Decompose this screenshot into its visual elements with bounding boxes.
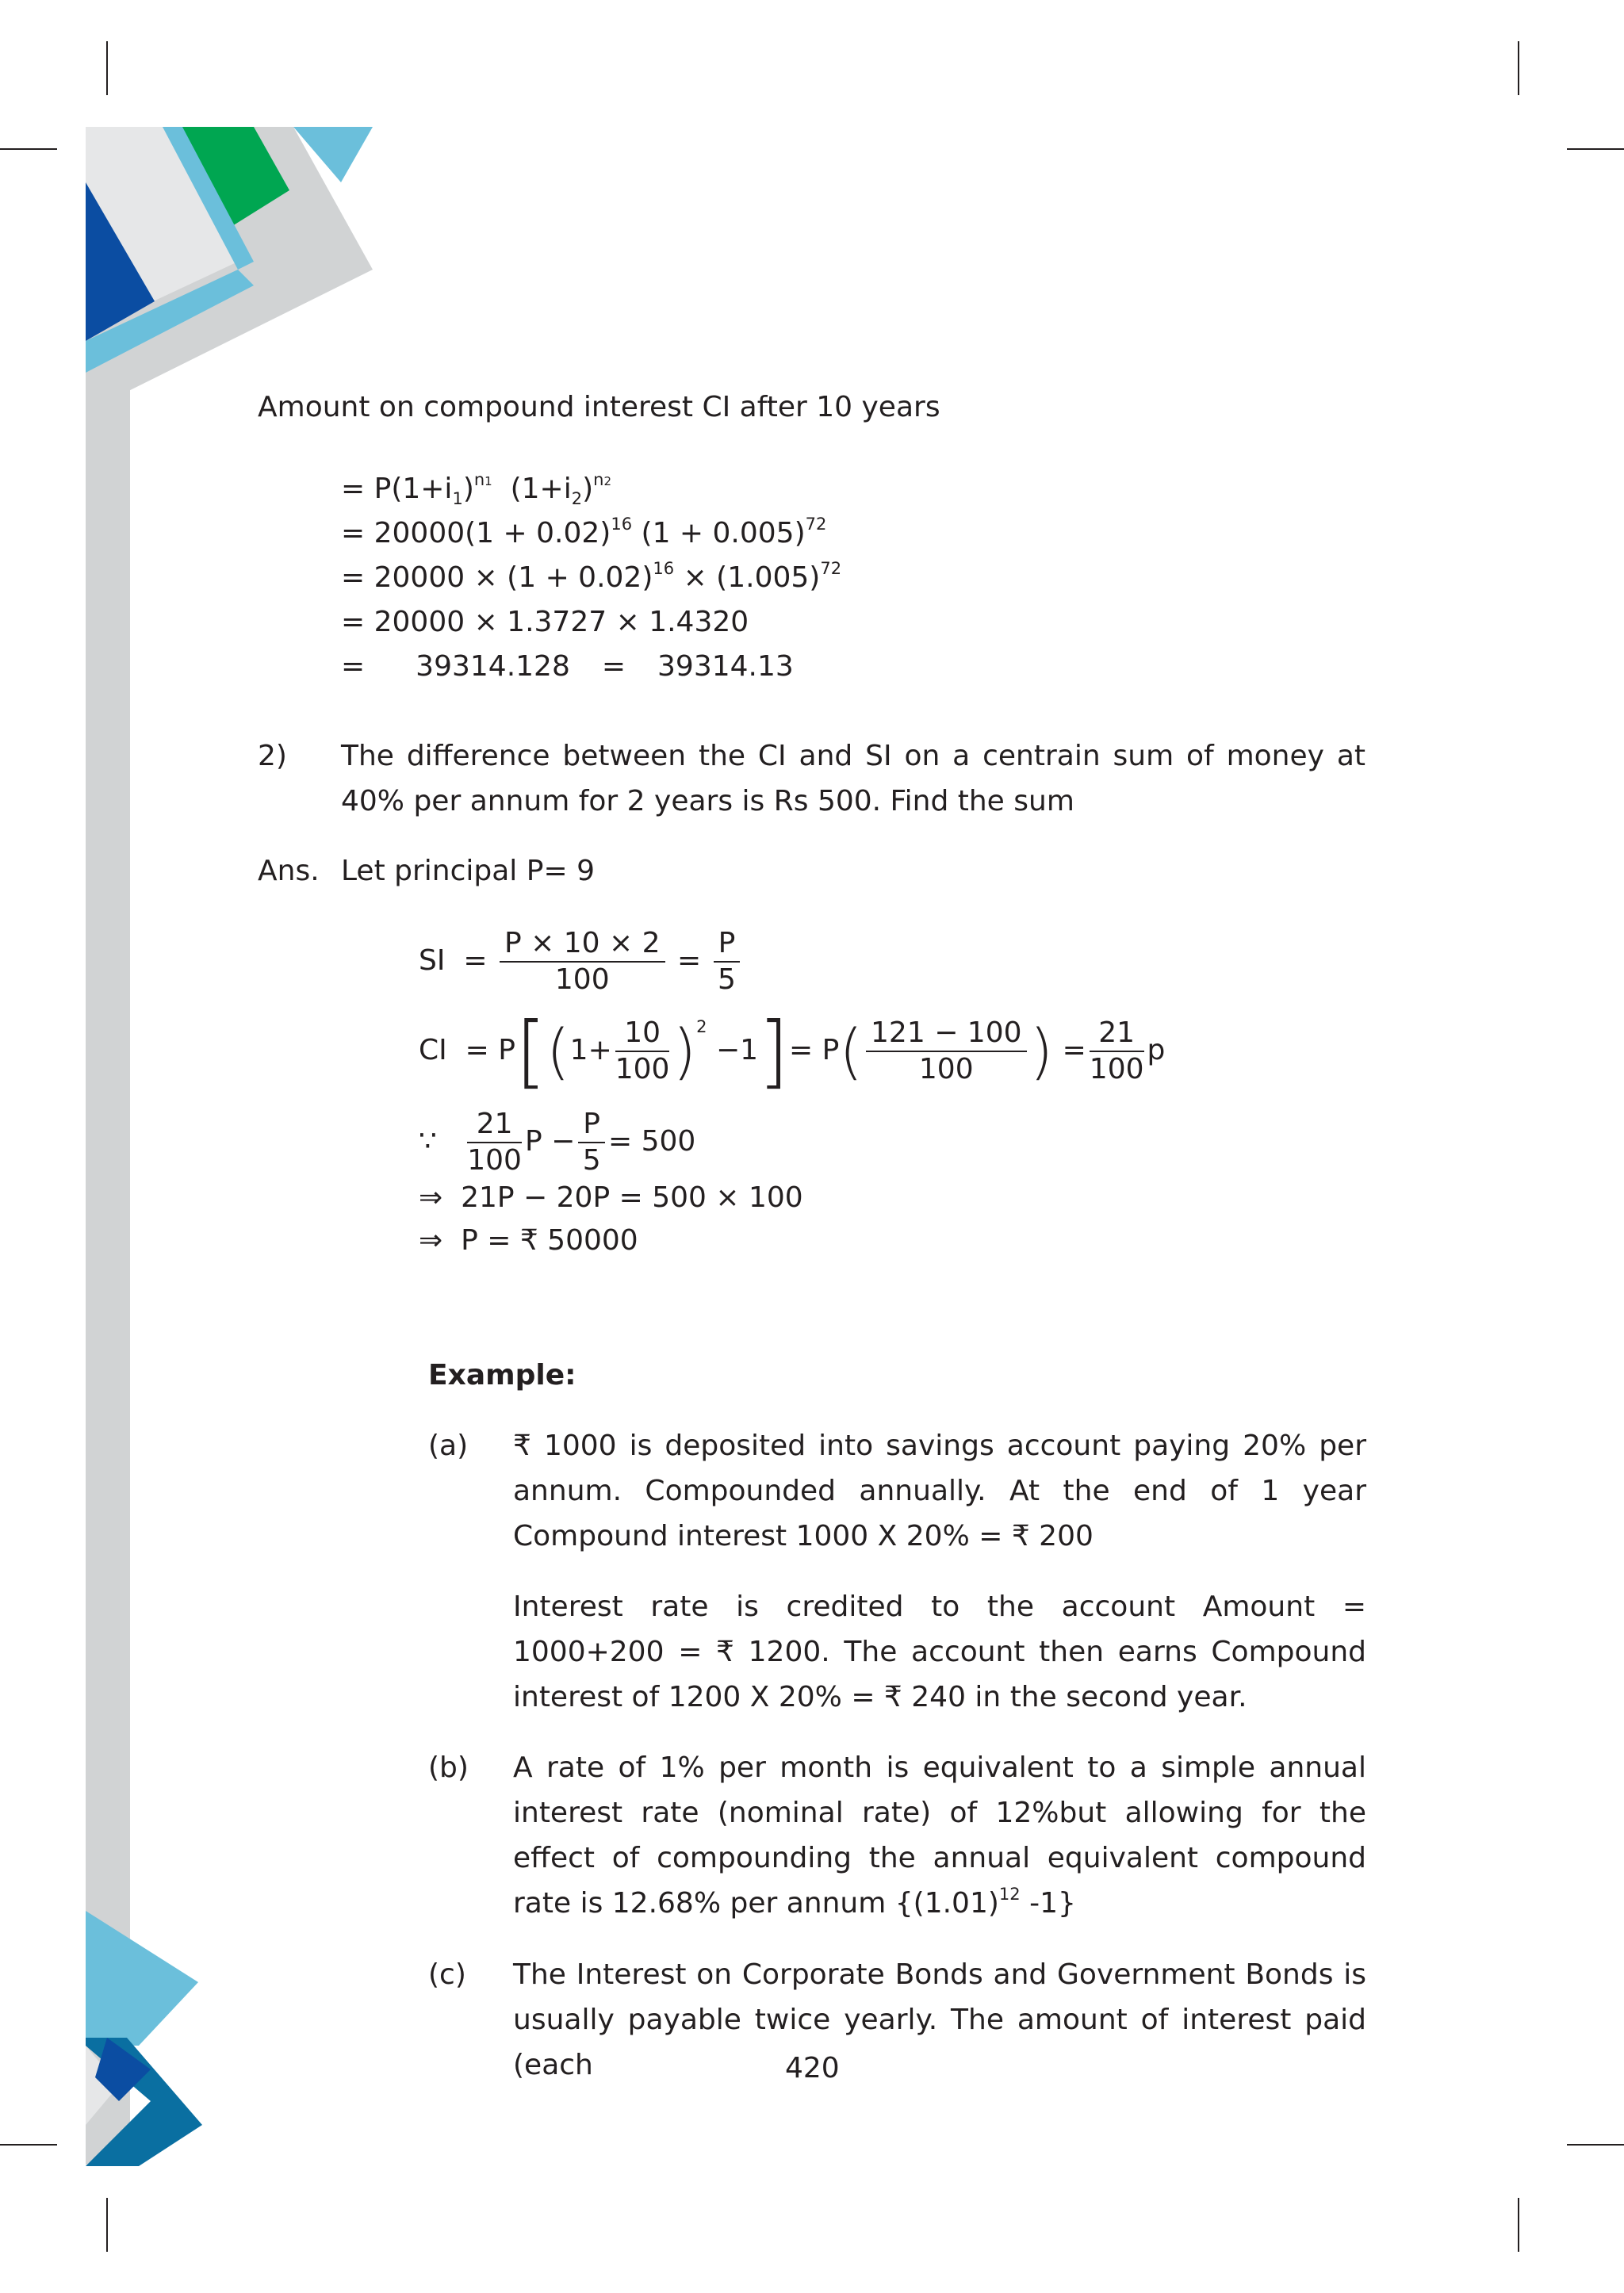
example-a-para-1: ₹ 1000 is deposited into savings account paying 20% per annum. Compounded annually. At the end of 1 year Compound interest 1000 X 20% = ₹ 200 <box>513 1430 1366 1552</box>
example-c-label: (c) <box>428 1958 466 1991</box>
example-c-text: The Interest on Corporate Bonds and Government Bonds is usually payable twice yearly. The amount of interest paid (each <box>513 1958 1366 2081</box>
since-equation: ∵ $\frac{21}{100}$ P − $\frac{P}{5}$ = 500 <box>419 1108 696 1177</box>
bottom-light-blue-diamond <box>86 1911 198 2046</box>
ci-step-4: = 20000 × 1.3727 × 1.4320 <box>341 606 749 638</box>
heading-line: Amount on compound interest CI after 10 years <box>258 391 940 423</box>
ci-step-2: = $20000(1 + 0.02)^{16}$ $(1 + 0.005)^{72}$ <box>341 515 827 549</box>
example-a-para-2: Interest rate is credited to the account Amount = 1000+200 = ₹ 1200. The account then earns Compound interest of 1200 X 20% = ₹ 240 in the second year. <box>513 1591 1366 1713</box>
ci-step-5: = 39314.128 = 39314.13 <box>341 650 794 683</box>
crop-mark-top-left-v <box>106 41 108 95</box>
crop-mark-top-left-h <box>0 148 57 150</box>
crop-mark-top-right-v <box>1518 41 1519 95</box>
example-b-label: (b) <box>428 1751 469 1784</box>
question-text: The difference between the CI and SI on a centrain sum of money at 40% per annum for 2 years is Rs 500. Find the sum <box>341 740 1365 817</box>
answer-label: Ans. <box>258 855 320 887</box>
ci-step-1: = $P(1+i_1)^{n1}$ $(1+i_2)^{n2}$ <box>341 470 612 508</box>
ci-equation: CI = P[(1+ $\frac{10}{100}$ )$^2$ −1]= P( $\frac{121 - 100}{100}$ ) = $\frac{21}{100}$ p <box>419 1005 1166 1097</box>
si-equation: SI = $\frac{P \times 10 \times 2}{100}$ = $\frac{P}{5}$ <box>419 926 743 997</box>
implies-line-2: ⇒ P = ₹ 50000 <box>419 1224 638 1257</box>
ci-step-3: = $20000 \times (1 + 0.02)^{16} \times (1.005)^{72}$ <box>341 559 842 594</box>
example-b-text: A rate of 1% per month is equivalent to a simple annual interest rate (nominal rate) of 12%but allowing for the effect of compounding the annual equivalent compound rate is 12.68% per annum {$(1.01)^{12}$ -1} <box>513 1751 1366 1920</box>
crop-mark-bottom-left-h <box>0 2144 57 2146</box>
left-strip <box>86 127 130 2165</box>
question-number: 2) <box>258 740 287 772</box>
implies-line-1: ⇒ 21P − 20P = 500 × 100 <box>419 1181 803 1214</box>
example-title: Example: <box>428 1359 576 1391</box>
answer-intro: Let principal P= 9 <box>341 855 595 887</box>
crop-mark-bottom-right-h <box>1567 2144 1624 2146</box>
crop-mark-bottom-right-v <box>1518 2198 1519 2252</box>
crop-mark-bottom-left-v <box>106 2198 108 2252</box>
page-number: 420 <box>785 2052 840 2084</box>
crop-mark-top-right-h <box>1567 148 1624 150</box>
example-a-label: (a) <box>428 1430 469 1462</box>
